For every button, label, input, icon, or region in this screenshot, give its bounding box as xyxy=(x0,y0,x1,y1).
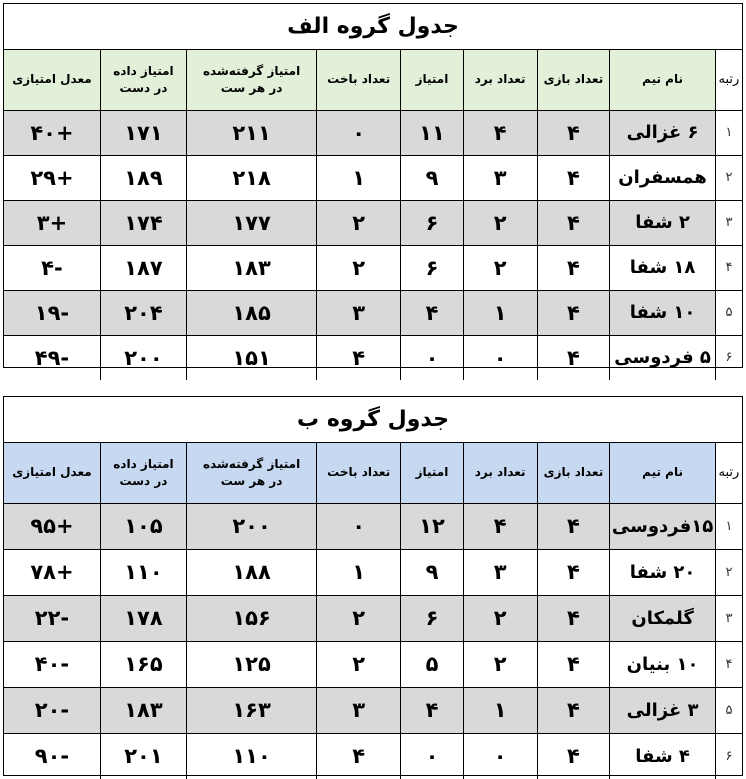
cell-rank: ۱ xyxy=(715,503,742,549)
header-points: امتیاز xyxy=(401,443,464,503)
cell-points-conceded: ۱۱۰ xyxy=(100,549,186,595)
cell-points: ۱۱ xyxy=(401,110,464,155)
cell-points-scored: ۱۸۵ xyxy=(187,290,317,335)
cell-rank: ۳ xyxy=(715,595,742,641)
header-scored-line2: در هر ست xyxy=(220,473,283,488)
cell-games-played: ۴ xyxy=(537,155,610,200)
cell-rank: ۱ xyxy=(715,110,742,155)
cell-point-average: -۴۹ xyxy=(4,335,100,380)
cell-point-average: -۹۰ xyxy=(4,733,100,779)
cell-points: ۴ xyxy=(401,687,464,733)
cell-losses: ۲ xyxy=(317,200,401,245)
header-losses: تعداد باخت xyxy=(317,443,401,503)
header-wins: تعداد برد xyxy=(463,443,537,503)
header-scored-line1: امتیاز گرفته‌شده xyxy=(202,456,301,471)
cell-wins: ۲ xyxy=(463,641,537,687)
cell-losses: ۳ xyxy=(317,290,401,335)
table-row xyxy=(4,503,742,549)
cell-games-played: ۴ xyxy=(537,290,610,335)
cell-point-average: -۴۰ xyxy=(4,641,100,687)
cell-points: ۶ xyxy=(401,245,464,290)
cell-losses: ۰ xyxy=(317,110,401,155)
cell-rank: ۳ xyxy=(715,200,742,245)
cell-point-average: +۲۹ xyxy=(4,155,100,200)
header-point-average: معدل امتیازی xyxy=(4,50,100,110)
header-conceded-line2: در دست xyxy=(119,80,168,95)
cell-point-average: -۴ xyxy=(4,245,100,290)
cell-losses: ۴ xyxy=(317,335,401,380)
cell-wins: ۱ xyxy=(463,687,537,733)
cell-points: ۹ xyxy=(401,155,464,200)
header-row xyxy=(4,50,742,110)
group-a-title: جدول گروه الف xyxy=(4,4,742,50)
cell-games-played: ۴ xyxy=(537,245,610,290)
group-b-standings xyxy=(3,396,743,776)
cell-games-played: ۴ xyxy=(537,549,610,595)
group-a-standings xyxy=(3,3,743,368)
cell-points: ۱۲ xyxy=(401,503,464,549)
table-row xyxy=(4,110,742,155)
cell-points-conceded: ۲۰۴ xyxy=(100,290,186,335)
table-row xyxy=(4,245,742,290)
group-b-title: جدول گروه ب xyxy=(4,397,742,443)
group-a-table xyxy=(4,50,742,380)
cell-losses: ۲ xyxy=(317,245,401,290)
cell-losses: ۱ xyxy=(317,549,401,595)
header-rank: رتبه xyxy=(715,443,742,503)
cell-wins: ۱ xyxy=(463,290,537,335)
cell-points-scored: ۲۰۰ xyxy=(187,503,317,549)
cell-points: ۰ xyxy=(401,733,464,779)
cell-losses: ۲ xyxy=(317,641,401,687)
header-games: تعداد بازی xyxy=(537,443,610,503)
cell-wins: ۳ xyxy=(463,549,537,595)
cell-team-name: ۵ فردوسی xyxy=(610,335,716,380)
header-points-conceded xyxy=(100,443,186,503)
table-row xyxy=(4,290,742,335)
header-wins: تعداد برد xyxy=(463,50,537,110)
group-b-table xyxy=(4,443,742,779)
table-row xyxy=(4,200,742,245)
cell-points: ۰ xyxy=(401,335,464,380)
cell-points-scored: ۱۱۰ xyxy=(187,733,317,779)
header-row xyxy=(4,443,742,503)
cell-losses: ۰ xyxy=(317,503,401,549)
cell-games-played: ۴ xyxy=(537,200,610,245)
cell-team-name: ۱۸ شفا xyxy=(610,245,716,290)
cell-points-conceded: ۱۷۸ xyxy=(100,595,186,641)
cell-points-scored: ۱۵۱ xyxy=(187,335,317,380)
cell-points-scored: ۲۱۱ xyxy=(187,110,317,155)
cell-losses: ۳ xyxy=(317,687,401,733)
cell-points-conceded: ۲۰۰ xyxy=(100,335,186,380)
cell-rank: ۲ xyxy=(715,549,742,595)
cell-team-name: ۳ غزالی xyxy=(610,687,716,733)
header-scored-line1: امتیاز گرفته‌شده xyxy=(202,63,301,78)
cell-points-conceded: ۱۷۴ xyxy=(100,200,186,245)
table-row xyxy=(4,687,742,733)
header-rank: رتبه xyxy=(715,50,742,110)
cell-rank: ۵ xyxy=(715,687,742,733)
table-row xyxy=(4,335,742,380)
cell-team-name: ۱۰ بنیان xyxy=(610,641,716,687)
cell-team-name: ۱۰ شفا xyxy=(610,290,716,335)
table-row xyxy=(4,155,742,200)
table-row xyxy=(4,595,742,641)
header-point-average: معدل امتیازی xyxy=(4,443,100,503)
cell-team-name: ۲ شفا xyxy=(610,200,716,245)
cell-losses: ۲ xyxy=(317,595,401,641)
cell-rank: ۲ xyxy=(715,155,742,200)
cell-rank: ۴ xyxy=(715,641,742,687)
cell-points-conceded: ۱۸۷ xyxy=(100,245,186,290)
cell-wins: ۳ xyxy=(463,155,537,200)
header-conceded-line1: امتیاز داده xyxy=(113,63,174,78)
cell-points-scored: ۱۷۷ xyxy=(187,200,317,245)
header-points: امتیاز xyxy=(401,50,464,110)
cell-points-scored: ۱۶۳ xyxy=(187,687,317,733)
table-row xyxy=(4,641,742,687)
cell-point-average: +۴۰ xyxy=(4,110,100,155)
cell-point-average: -۲۰ xyxy=(4,687,100,733)
cell-points-scored: ۲۱۸ xyxy=(187,155,317,200)
cell-wins: ۲ xyxy=(463,245,537,290)
cell-points-conceded: ۱۸۳ xyxy=(100,687,186,733)
cell-games-played: ۴ xyxy=(537,503,610,549)
cell-points: ۵ xyxy=(401,641,464,687)
cell-point-average: -۲۲ xyxy=(4,595,100,641)
cell-wins: ۰ xyxy=(463,733,537,779)
table-row xyxy=(4,549,742,595)
cell-point-average: +۹۵ xyxy=(4,503,100,549)
cell-losses: ۱ xyxy=(317,155,401,200)
header-team: نام تیم xyxy=(610,443,716,503)
cell-games-played: ۴ xyxy=(537,110,610,155)
cell-points: ۴ xyxy=(401,290,464,335)
cell-team-name: همسفران xyxy=(610,155,716,200)
cell-points-scored: ۱۸۸ xyxy=(187,549,317,595)
header-losses: تعداد باخت xyxy=(317,50,401,110)
cell-team-name: ۶ غزالی xyxy=(610,110,716,155)
header-conceded-line1: امتیاز داده xyxy=(113,456,174,471)
cell-losses: ۴ xyxy=(317,733,401,779)
cell-points-conceded: ۱۶۵ xyxy=(100,641,186,687)
cell-rank: ۶ xyxy=(715,733,742,779)
cell-point-average: +۳ xyxy=(4,200,100,245)
header-games: تعداد بازی xyxy=(537,50,610,110)
header-scored-line2: در هر ست xyxy=(220,80,283,95)
cell-wins: ۰ xyxy=(463,335,537,380)
cell-points-scored: ۱۲۵ xyxy=(187,641,317,687)
cell-points-scored: ۱۵۶ xyxy=(187,595,317,641)
cell-games-played: ۴ xyxy=(537,733,610,779)
header-points-conceded xyxy=(100,50,186,110)
cell-point-average: +۷۸ xyxy=(4,549,100,595)
cell-points-conceded: ۱۸۹ xyxy=(100,155,186,200)
cell-points-conceded: ۱۷۱ xyxy=(100,110,186,155)
cell-rank: ۶ xyxy=(715,335,742,380)
cell-points: ۶ xyxy=(401,200,464,245)
cell-points-scored: ۱۸۳ xyxy=(187,245,317,290)
cell-rank: ۴ xyxy=(715,245,742,290)
cell-point-average: -۱۹ xyxy=(4,290,100,335)
cell-team-name: ۱۵فردوسی xyxy=(610,503,716,549)
cell-wins: ۴ xyxy=(463,110,537,155)
cell-games-played: ۴ xyxy=(537,335,610,380)
cell-rank: ۵ xyxy=(715,290,742,335)
header-points-scored xyxy=(187,443,317,503)
cell-points: ۹ xyxy=(401,549,464,595)
cell-games-played: ۴ xyxy=(537,687,610,733)
table-row xyxy=(4,733,742,779)
header-conceded-line2: در دست xyxy=(119,473,168,488)
cell-team-name: ۴ شفا xyxy=(610,733,716,779)
cell-wins: ۲ xyxy=(463,595,537,641)
cell-points-conceded: ۲۰۱ xyxy=(100,733,186,779)
cell-points-conceded: ۱۰۵ xyxy=(100,503,186,549)
header-points-scored xyxy=(187,50,317,110)
header-team: نام تیم xyxy=(610,50,716,110)
cell-team-name: ۲۰ شفا xyxy=(610,549,716,595)
cell-games-played: ۴ xyxy=(537,641,610,687)
cell-games-played: ۴ xyxy=(537,595,610,641)
cell-wins: ۴ xyxy=(463,503,537,549)
cell-points: ۶ xyxy=(401,595,464,641)
cell-wins: ۲ xyxy=(463,200,537,245)
cell-team-name: گلمکان xyxy=(610,595,716,641)
